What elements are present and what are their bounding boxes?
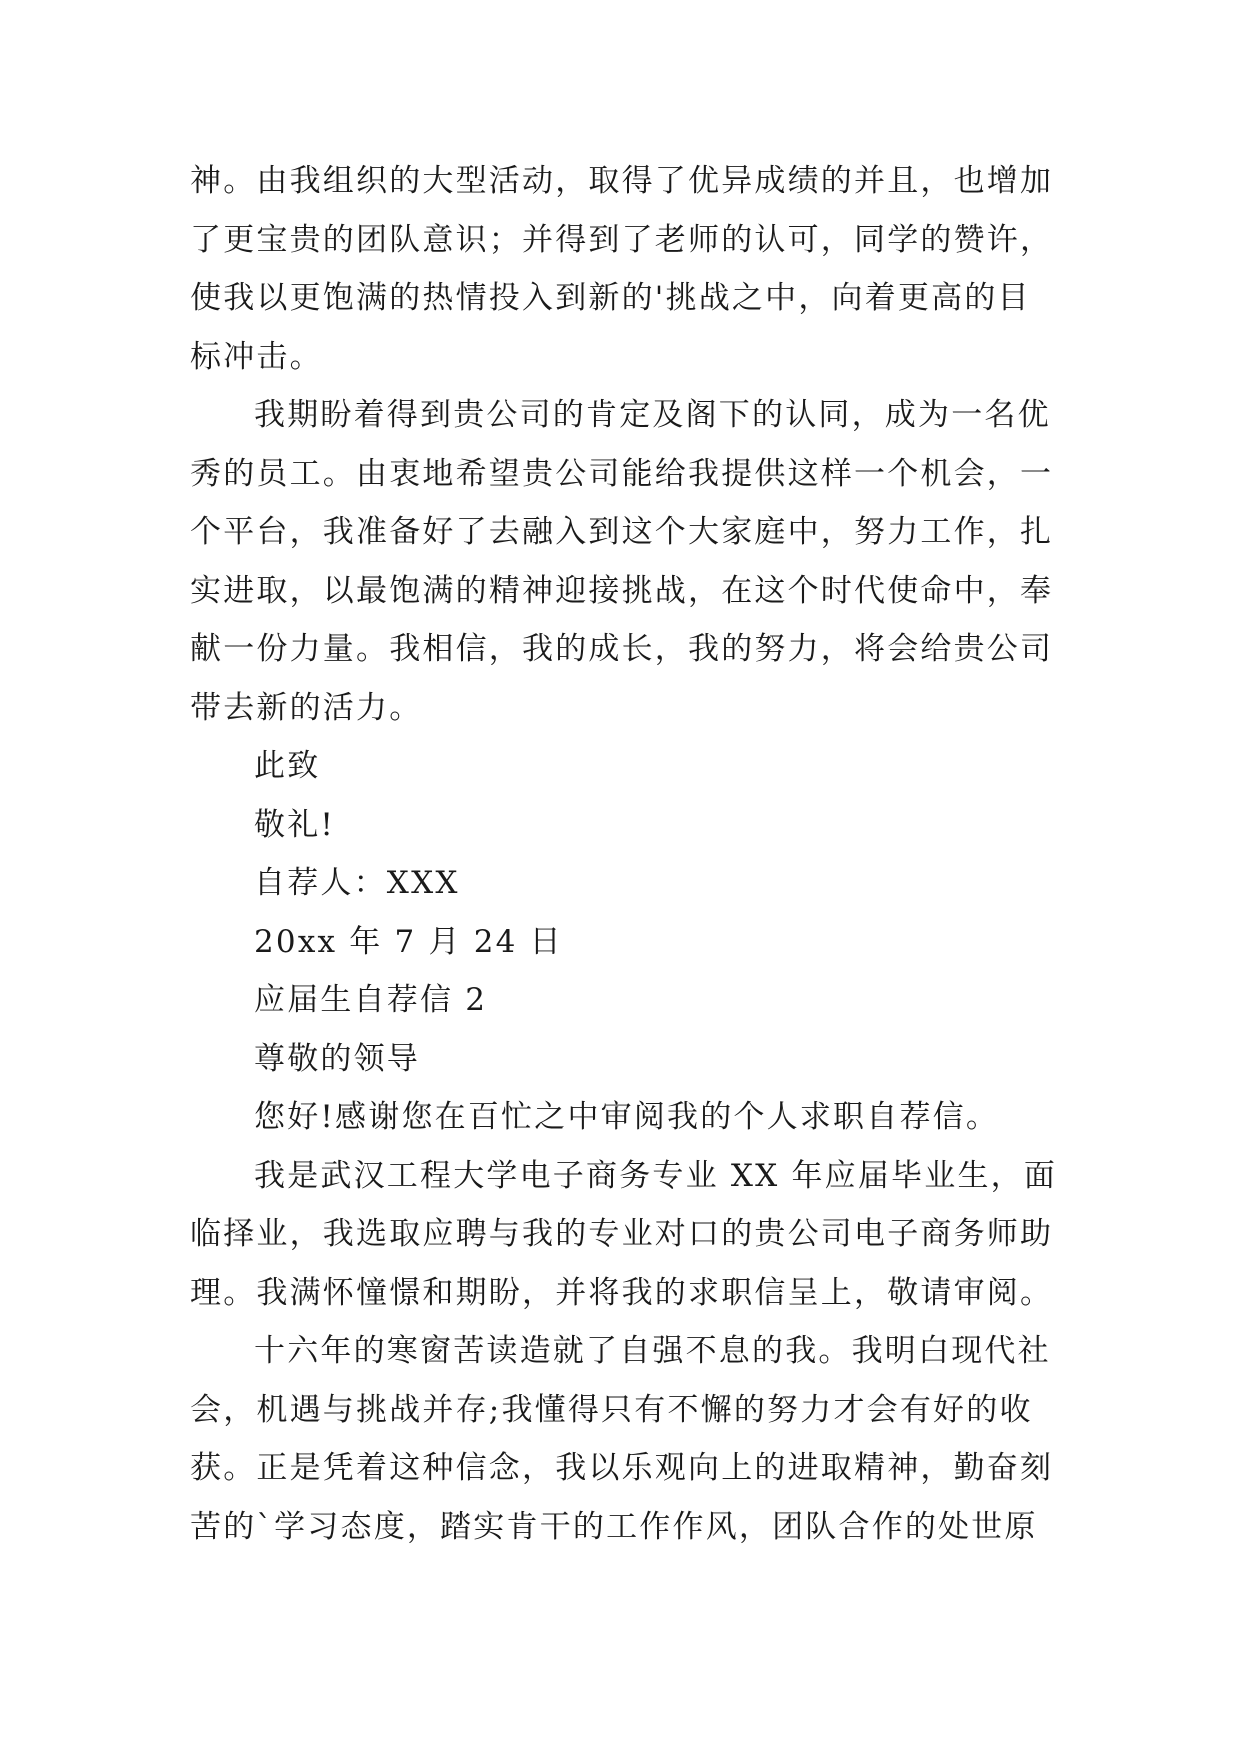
text-line: 秀的员工。由衷地希望贵公司能给我提供这样一个机会，一 (190, 455, 1054, 492)
closing-salutation: 此致 (254, 748, 321, 784)
text-line: 神。由我组织的大型活动，取得了优异成绩的并且，也增加 (190, 163, 1054, 199)
text-line: 个平台，我准备好了去融入到这个大家庭中，努力工作，扎 (190, 514, 1054, 550)
text-line: 实进取，以最饱满的精神迎接挑战，在这个时代使命中，奉 (190, 572, 1054, 609)
text-line: 苦的`学习态度，踏实肯干的工作作风，团队合作的处世原 (190, 1508, 1038, 1545)
closing-regards: 敬礼! (254, 806, 336, 843)
text-line: 标冲击。 (190, 338, 323, 375)
text-line: 获。正是凭着这种信念，我以乐观向上的进取精神，勤奋刻 (190, 1450, 1054, 1486)
text-line: 我是武汉工程大学电子商务专业 XX 年应届毕业生，面 (254, 1157, 1058, 1194)
text-line: 您好!感谢您在百忙之中审阅我的个人求职自荐信。 (254, 1099, 1000, 1135)
text-line: 临择业，我选取应聘与我的专业对口的贵公司电子商务师助 (190, 1216, 1054, 1252)
text-line: 使我以更饱满的热情投入到新的'挑战之中，向着更高的目 (190, 280, 1031, 316)
text-line: 会，机遇与挑战并存;我懂得只有不懈的努力才会有好的收 (190, 1391, 1033, 1428)
date-line: 20xx 年 7 月 24 日 (254, 923, 563, 960)
letter-body (190, 152, 1058, 1556)
section-title: 应届生自荐信 2 (254, 982, 488, 1018)
signature-line: 自荐人：XXX (254, 865, 460, 901)
text-line: 了更宝贵的团队意识；并得到了老师的认可，同学的赞许， (190, 221, 1054, 258)
text-line: 带去新的活力。 (190, 689, 423, 726)
text-line: 理。我满怀憧憬和期盼，并将我的求职信呈上，敬请审阅。 (190, 1274, 1054, 1311)
text-line: 献一份力量。我相信，我的成长，我的努力，将会给贵公司 (190, 631, 1054, 667)
text-line: 我期盼着得到贵公司的肯定及阁下的认同，成为一名优 (254, 397, 1051, 433)
greeting: 尊敬的领导 (254, 1040, 420, 1077)
text-line: 十六年的寒窗苦读造就了自强不息的我。我明白现代社 (254, 1333, 1051, 1369)
